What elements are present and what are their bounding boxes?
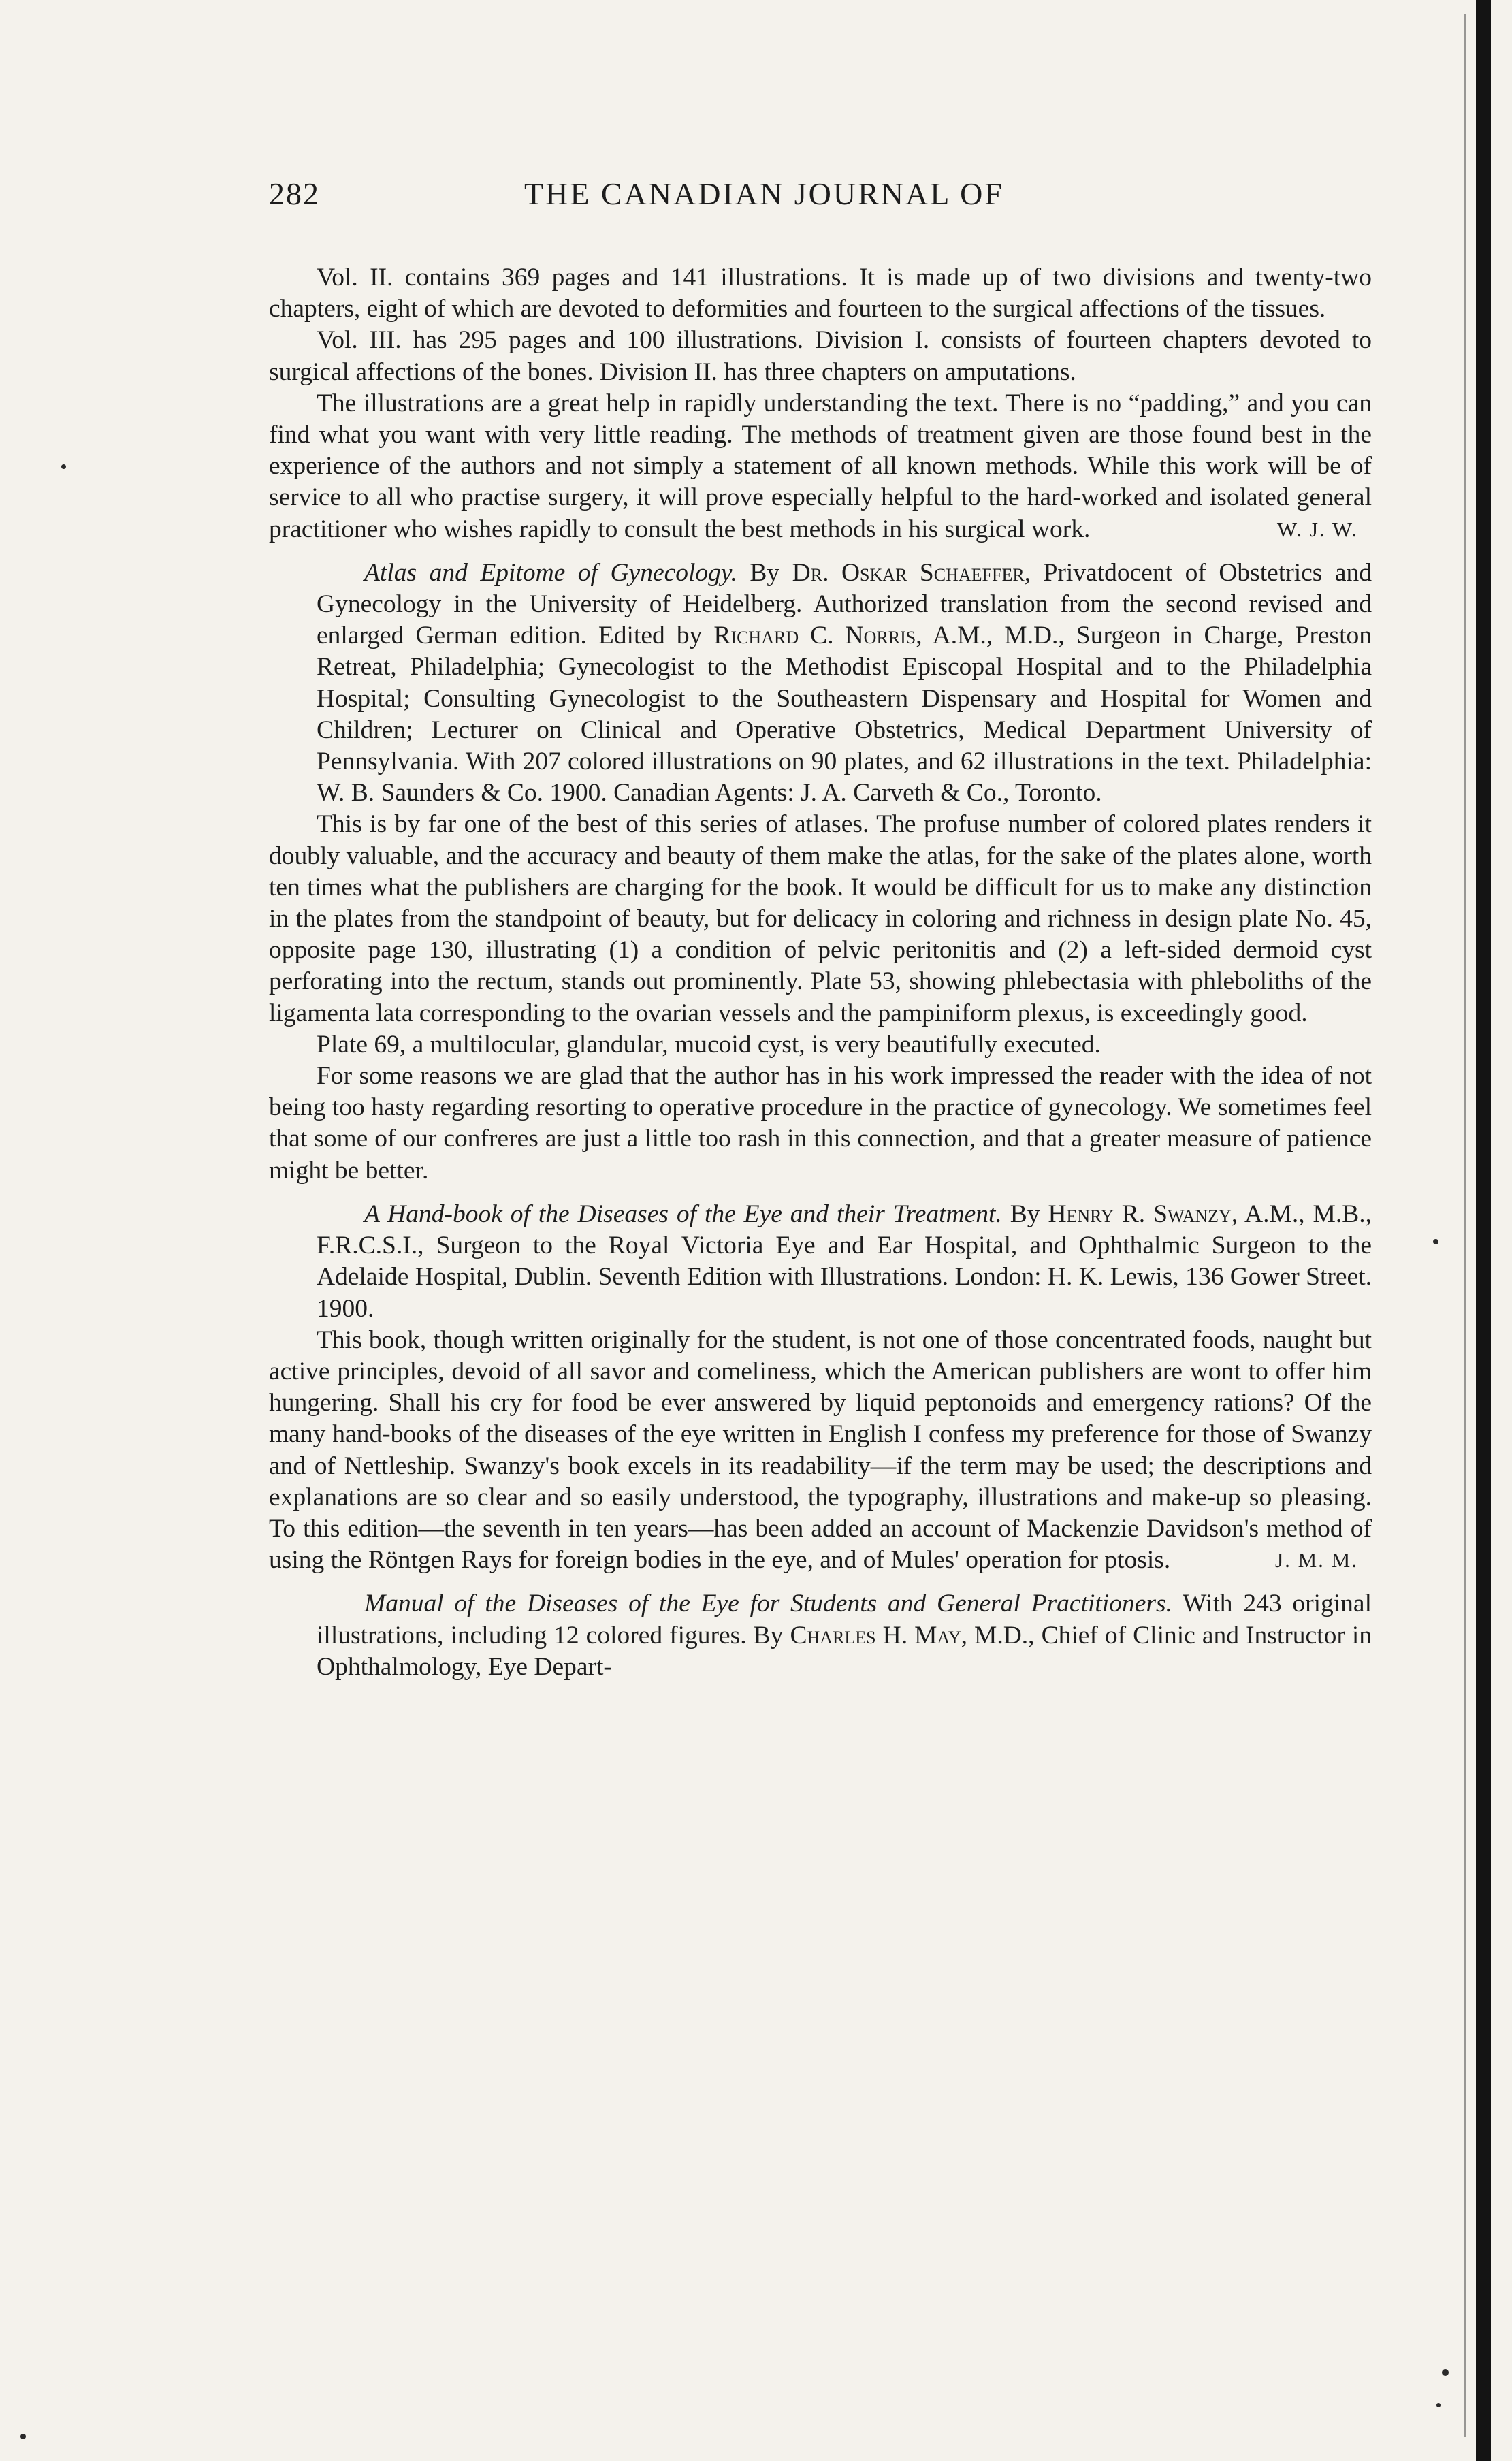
review-paragraph-text: This book, though written originally for the student, is not one of those concentrated foods, naught but active principles, devoid of all savor and comeliness, which the American publishers are wont to offer him hungering. Shall his cry for food be ever answered by liquid peptonoids and emergency rations? Of the many hand-books of the diseases of the eye written in English I confess my preference for those of Swanzy and of Nettleship. Swanzy's book excels in its readability—if the term may be used; the descriptions and explanations are so clear and so easily understood, the typography, illustrations and make-up so pleasing. To this edition—the seventh in ten years—has been added an account of Mackenzie Davidson's method of using the Röntgen Rays for foreign bodies in the eye, and of Mules' operation for ptosis. [269,1325,1372,1575]
citation-text-2: , M.D., Chief of Clinic and Instructor in Ophthalmology, Eye Depart- [317,1621,1372,1681]
review-eye-manual [269,1588,1372,1683]
by-label: By [750,558,780,587]
review-paragraph [269,1325,1372,1577]
by-label: By [1010,1200,1040,1228]
binding-edge [1476,0,1491,2461]
citation-text: , Privatdocent of Obstetrics and Gynecology in the University of Heidelberg. Authorized translation from the second revised and enlarged German edition. Edited by [317,558,1372,650]
citation-text-2: , A.M., M.D., Surgeon in Charge, Preston Retreat, Philadelphia; Gynecologist to the Methodist Episcopal Hospital and to the Philadelphia Hospital; Consulting Gynecologist to the Southeastern Dispensary and Hospital for Women and Children; Lecturer on Clinical and Operative Obstetrics, Medical Department University of Pennsylvania. With 207 colored illustrations on 90 plates, and 62 illustrations in the text. Philadelphia: W. B. Saunders & Co. 1900. Canadian Agents: J. A. Carveth & Co., Toronto. [317,622,1372,807]
paragraph-vol3: Vol. III. has 295 pages and 100 illustrations. Division I. consists of fourteen chapters devoted to surgical affections of the bones. Division II. has three chapters on amputations. [269,326,1372,386]
reviewer-signature: J. M. M. [1275,1548,1358,1573]
binding-shadow [1464,14,1466,2437]
journal-title: THE CANADIAN JOURNAL OF [524,176,1004,211]
running-header [269,174,1392,214]
author-name: Charles H. May [790,1621,961,1650]
page-body [269,262,1372,1683]
reviewer-signature: W. J. W. [1276,517,1358,541]
print-speck [61,464,66,469]
book-title: A Hand-book of the Diseases of the Eye and their Treatment. [364,1200,1002,1228]
paragraph-illustrations [269,388,1372,545]
citation-eye-manual [269,1588,1372,1683]
review-paragraph: Plate 69, a multilocular, glandular, mucoid cyst, is very beautifully executed. [317,1030,1101,1059]
author-name: Henry R. Swanzy [1048,1200,1232,1228]
editor-name: Richard C. Norris [713,622,916,650]
book-title: Atlas and Epitome of Gynecology. [364,558,737,587]
print-speck [1442,2369,1449,2376]
review-eye-handbook [269,1199,1372,1576]
paragraph-vol2: Vol. II. contains 369 pages and 141 illustrations. It is made up of two divisions and twenty-two chapters, eight of which are devoted to deformities and fourteen to the surgical affections of the tissues. [269,263,1372,323]
print-speck [1433,1239,1438,1244]
page-number: 282 [269,176,320,211]
paragraph-illustrations-text: The illustrations are a great help in rapidly understanding the text. There is no “padding,” and you can find what you want with very little reading. The methods of treatment given are those found best in the experience of the authors and not simply a statement of all known methods. While this work will be of service to all who practise surgery, it will prove especially helpful to the hard-worked and isolated general practitioner who wishes rapidly to consult the best methods in his surgical work. [269,389,1372,543]
review-paragraph: This is by far one of the best of this series of atlases. The profuse number of colored plates renders it doubly valuable, and the accuracy and beauty of them make the atlas, for the sake of the plates alone, worth ten times what the publishers are charging for the book. It would be difficult for us to make any distinction in the plates from the standpoint of beauty, but for delicacy in coloring and richness in design plate No. 45, opposite page 130, illustrating (1) a condition of pelvic peritonitis and (2) a left-sided dermoid cyst perforating into the rectum, stands out prominently. Plate 53, showing phlebectasia with phleboliths of the ligamenta lata corresponding to the ovarian vessels and the pampiniform plexus, is exceedingly good. [269,810,1372,1027]
print-speck [1436,2403,1441,2407]
citation-text: With 243 original illustrations, including 12 colored figures. By [317,1590,1372,1650]
citation-eye-handbook [269,1199,1372,1325]
review-gynecology [269,558,1372,1187]
print-speck [20,2434,26,2439]
author-name: Dr. Oskar Schaeffer [792,558,1025,587]
book-title: Manual of the Diseases of the Eye for Students and General Practitioners. [364,1590,1172,1618]
citation-text: , A.M., M.B., F.R.C.S.I., Surgeon to the Royal Victoria Eye and Ear Hospital, and Ophthalmic Surgeon to the Adelaide Hospital, Dublin. Seventh Edition with Illustrations. London: H. K. Lewis, 136 Gower Street. 1900. [317,1200,1372,1323]
review-paragraph: For some reasons we are glad that the author has in his work impressed the reader with the idea of not being too hasty regarding resorting to operative procedure in the practice of gynecology. We sometimes feel that some of our confreres are just a little too rash in this connection, and that a greater measure of patience might be better. [269,1062,1372,1185]
citation-gynecology [269,558,1372,809]
